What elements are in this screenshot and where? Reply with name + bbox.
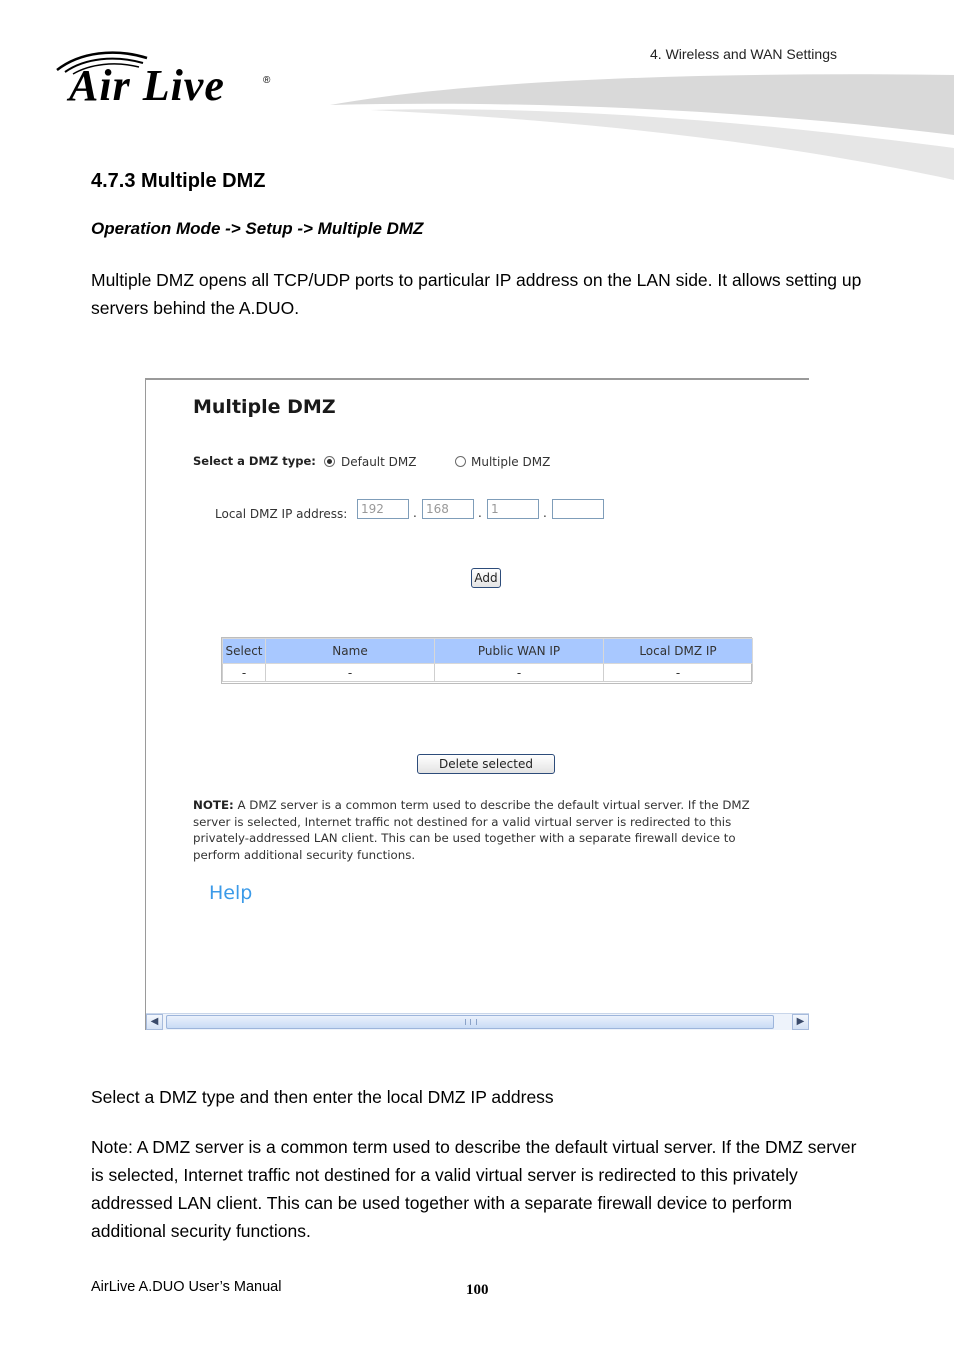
- cell-local-dmz-ip: -: [604, 664, 753, 682]
- multiple-dmz-radio[interactable]: [455, 456, 466, 467]
- menu-path: Operation Mode -> Setup -> Multiple DMZ: [91, 219, 424, 238]
- note-label: NOTE:: [193, 798, 234, 812]
- cell-public-wan-ip: -: [435, 664, 604, 682]
- scroll-left-icon[interactable]: ◀: [146, 1014, 163, 1030]
- ip-separator: .: [413, 506, 417, 520]
- local-dmz-ip-label: Local DMZ IP address:: [215, 507, 348, 521]
- col-name: Name: [266, 639, 435, 664]
- table-row: [223, 664, 753, 682]
- col-public-wan-ip: Public WAN IP: [435, 639, 604, 664]
- col-select: Select: [223, 639, 266, 664]
- page-number: 100: [466, 1282, 489, 1298]
- delete-selected-button[interactable]: Delete selected: [417, 754, 555, 774]
- footer-manual-title: AirLive A.DUO User’s Manual: [91, 1279, 282, 1295]
- ip-separator: .: [478, 506, 482, 520]
- note-text: [193, 797, 783, 863]
- ip-octet-2-input[interactable]: 168: [422, 499, 474, 519]
- ip-octet-4-input[interactable]: [552, 499, 604, 519]
- section-heading: 4.7.3 Multiple DMZ: [91, 170, 266, 192]
- cell-name: -: [266, 664, 435, 682]
- ip-octet-3-input[interactable]: 1: [487, 499, 539, 519]
- note-paragraph: Note: A DMZ server is a common term used to describe the default virtual server. If the DMZ server is selected, Internet traffic not destined for a valid virtual server is redirected to this privately addressed LAN client. This can be used together with a separate firewall device to perform additional security functions.: [91, 1137, 857, 1241]
- default-dmz-radio[interactable]: [324, 456, 335, 467]
- dmz-type-label: Select a DMZ type:: [193, 454, 316, 468]
- default-dmz-label[interactable]: Default DMZ: [341, 455, 417, 469]
- ip-separator: .: [543, 506, 547, 520]
- logo-text: Air Live: [69, 61, 225, 110]
- multiple-dmz-panel: [145, 378, 809, 1030]
- cell-select: -: [223, 664, 266, 682]
- scroll-right-icon[interactable]: ▶: [792, 1014, 809, 1030]
- header-swoosh-decoration: [330, 70, 954, 190]
- intro-paragraph: Multiple DMZ opens all TCP/UDP ports to particular IP address on the LAN side. It allows setting up servers behind the A.DUO.: [91, 270, 862, 318]
- multiple-dmz-label[interactable]: Multiple DMZ: [471, 455, 551, 469]
- add-button[interactable]: Add: [471, 568, 501, 588]
- instruction-paragraph: Select a DMZ type and then enter the local DMZ IP address: [91, 1087, 554, 1107]
- panel-title: Multiple DMZ: [193, 396, 336, 418]
- col-local-dmz-ip: Local DMZ IP: [604, 639, 753, 664]
- horizontal-scrollbar[interactable]: [146, 1013, 809, 1030]
- ip-octet-1-input[interactable]: 192: [357, 499, 409, 519]
- dmz-table: [222, 638, 753, 682]
- grip-icon: [465, 1019, 477, 1025]
- note-body: A DMZ server is a common term used to describe the default virtual server. If the DMZ server is selected, Internet traffic not destined for a valid virtual server is redirected to this privately-addressed LAN client. This can be used together with a separate firewall device to perform additional security functions.: [193, 798, 750, 862]
- airlive-logo: [55, 48, 285, 113]
- chapter-header: 4. Wireless and WAN Settings: [650, 46, 837, 62]
- scroll-thumb[interactable]: [166, 1015, 774, 1029]
- logo-registered-mark: ®: [263, 75, 271, 86]
- help-link[interactable]: Help: [209, 882, 253, 904]
